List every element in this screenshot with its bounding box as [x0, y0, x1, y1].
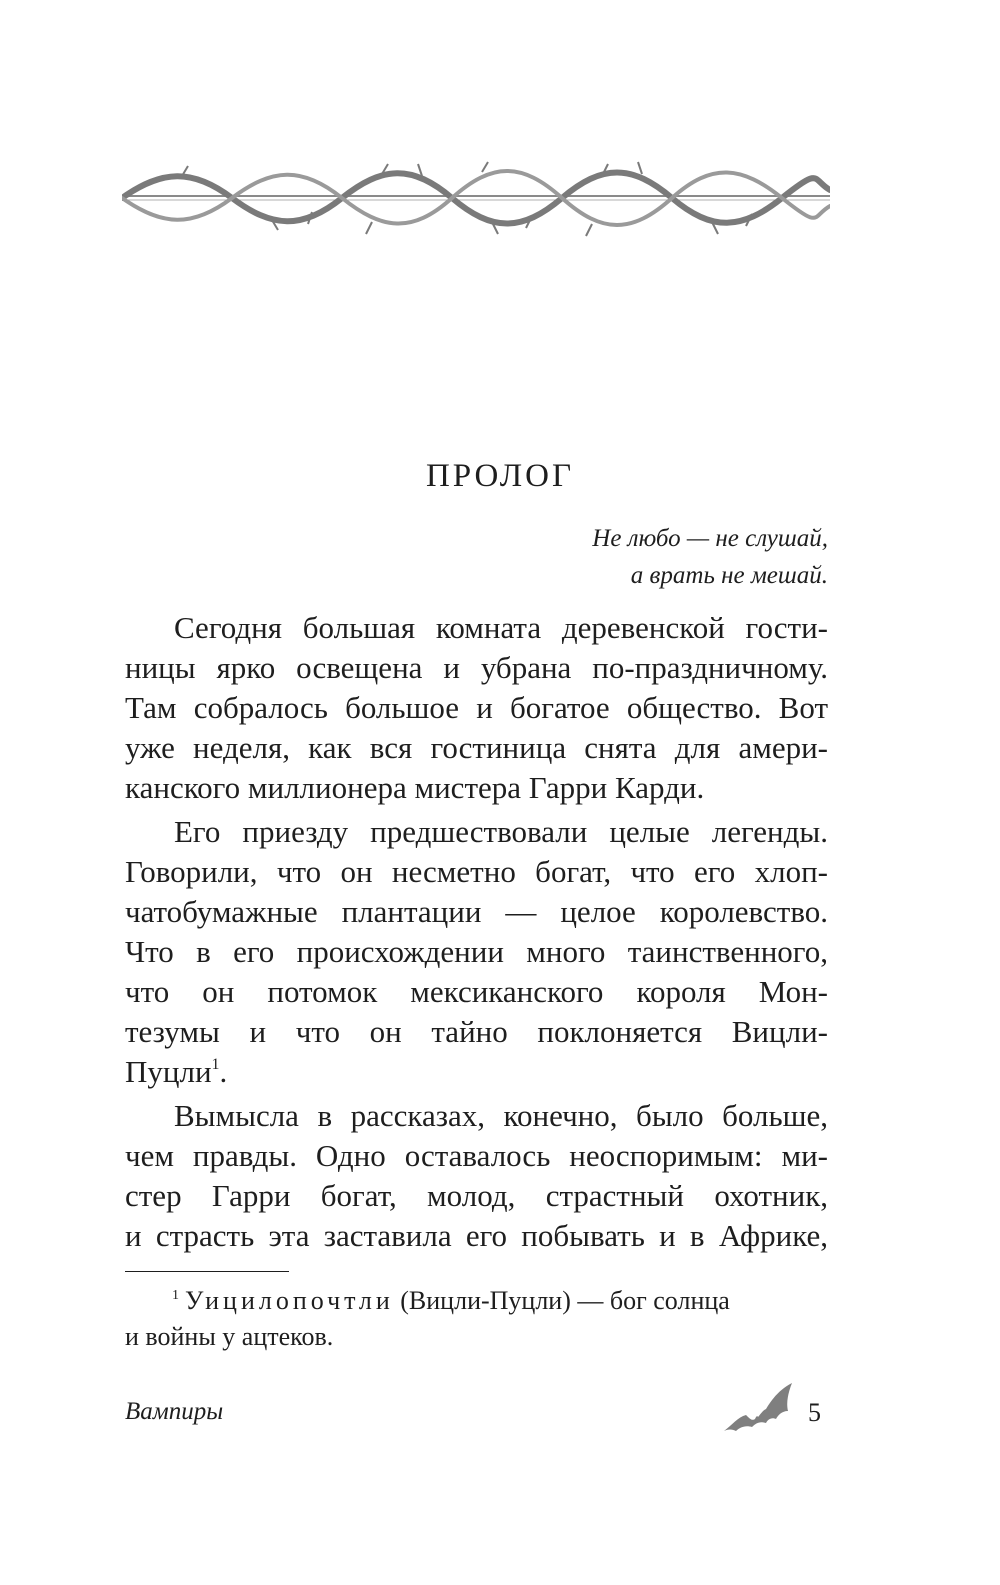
text-line: Что в его происхождении много таинственного,	[125, 934, 828, 969]
page-number: 5	[808, 1398, 821, 1427]
text-line: Говорили, что он несметно богат, что его хлоп-	[125, 854, 828, 889]
footnote-line: и войны у ацтеков.	[125, 1322, 334, 1351]
thorn-vine-divider-icon	[122, 150, 830, 246]
text-line: чем правды. Одно оставалось неоспоримым: ми-	[125, 1138, 828, 1173]
text-line: Его приезду предшествовали целые легенды.	[174, 814, 828, 849]
text-line: что он потомок мексиканского короля Мон-	[125, 974, 828, 1009]
text-line: Там собралось большое и богатое общество. Вот	[125, 690, 828, 725]
running-footer-title: Вампиры	[125, 1398, 224, 1425]
text-line: канского миллионера мистера Гарри Карди.	[125, 770, 705, 805]
text-line: стер Гарри богат, молод, страстный охотник,	[125, 1178, 828, 1213]
epigraph	[592, 520, 828, 594]
text-line: Вымысла в рассказах, конечно, было больше,	[174, 1098, 828, 1133]
text-line: чатобумажные плантации — целое королевство.	[125, 894, 828, 929]
bat-icon	[722, 1381, 794, 1433]
text-line: уже неделя, как вся гостиница снята для амери-	[125, 730, 828, 765]
footnote-line	[172, 1284, 828, 1318]
footnote-term: Уицилопочтли	[185, 1286, 394, 1315]
text-line: Сегодня большая комната деревенской гости-	[174, 610, 828, 645]
footnote-number: 1	[172, 1288, 179, 1303]
footnote-divider	[125, 1271, 289, 1272]
epigraph-line: а врать не мешай.	[630, 562, 828, 589]
footnote-reference[interactable]: 1	[211, 1056, 220, 1073]
text-line	[125, 1052, 828, 1092]
footnote-text: (Вицли-Пуцли) — бог солнца	[393, 1286, 730, 1315]
text-line: и страсть эта заставила его побывать и в Африке,	[125, 1218, 828, 1253]
text-line: тезумы и что он тайно поклоняется Вицли-	[125, 1014, 828, 1049]
text-line: ницы ярко освещена и убрана по-праздничному.	[125, 650, 828, 685]
sentence-end: .	[219, 1054, 228, 1089]
epigraph-line: Не любо — не слушай,	[592, 525, 828, 552]
chapter-title: ПРОЛОГ	[425, 458, 575, 494]
text-fragment: Пуцли	[125, 1054, 212, 1089]
